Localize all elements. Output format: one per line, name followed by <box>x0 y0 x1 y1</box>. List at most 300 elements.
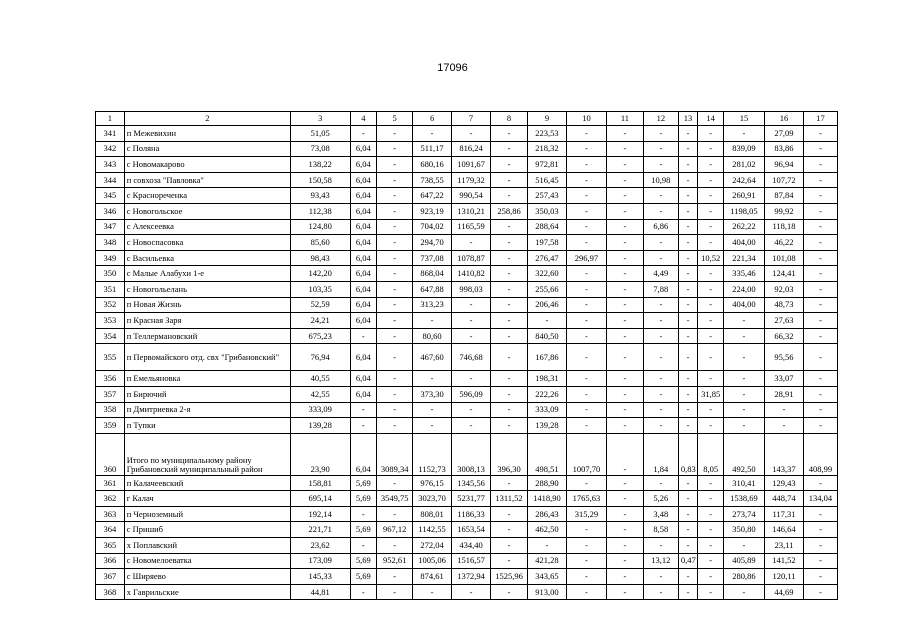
table-row <box>96 328 838 344</box>
settlement-name-cell: п Новая Жизнь <box>124 297 290 313</box>
value-cell: 972,81 <box>527 157 566 173</box>
value-cell: - <box>643 475 678 491</box>
value-cell: - <box>606 188 643 204</box>
value-cell: - <box>452 126 491 142</box>
value-cell: - <box>566 344 606 371</box>
value-cell: 923,19 <box>413 203 452 219</box>
value-cell: - <box>377 506 413 522</box>
value-cell: - <box>606 569 643 585</box>
value-cell: 255,66 <box>527 281 566 297</box>
value-cell: 6,04 <box>350 250 377 266</box>
value-cell: 83,86 <box>765 141 804 157</box>
column-header: 13 <box>678 112 697 126</box>
value-cell: - <box>803 297 837 313</box>
value-cell: - <box>377 141 413 157</box>
value-cell: 1007,70 <box>566 433 606 475</box>
value-cell: 98,43 <box>290 250 350 266</box>
value-cell: 5,69 <box>350 569 377 585</box>
value-cell: - <box>566 522 606 538</box>
value-cell: - <box>491 188 528 204</box>
value-cell: - <box>606 313 643 329</box>
value-cell: - <box>723 402 764 418</box>
value-cell: - <box>678 203 697 219</box>
value-cell: - <box>606 219 643 235</box>
value-cell: - <box>803 219 837 235</box>
value-cell: 44,81 <box>290 584 350 600</box>
value-cell: - <box>606 126 643 142</box>
value-cell: 6,04 <box>350 172 377 188</box>
value-cell: 467,60 <box>413 344 452 371</box>
value-cell: 404,00 <box>723 297 764 313</box>
value-cell: 27,63 <box>765 313 804 329</box>
value-cell: 167,86 <box>527 344 566 371</box>
value-cell: - <box>566 371 606 387</box>
value-cell: - <box>566 538 606 554</box>
table-row <box>96 371 838 387</box>
value-cell: 124,41 <box>765 266 804 282</box>
table-row <box>96 203 838 219</box>
value-cell: - <box>566 553 606 569</box>
value-cell: - <box>413 371 452 387</box>
value-cell: 3,48 <box>643 506 678 522</box>
value-cell: - <box>377 297 413 313</box>
value-cell: 680,16 <box>413 157 452 173</box>
value-cell: - <box>606 281 643 297</box>
value-cell: 333,09 <box>527 402 566 418</box>
value-cell: - <box>698 538 724 554</box>
value-cell: - <box>491 172 528 188</box>
settlement-name-cell: с Новогольелань <box>124 281 290 297</box>
value-cell: 221,34 <box>723 250 764 266</box>
value-cell: - <box>350 584 377 600</box>
settlement-name-cell: с Новомелоеватка <box>124 553 290 569</box>
value-cell: 322,60 <box>527 266 566 282</box>
value-cell: - <box>566 569 606 585</box>
value-cell: 222,26 <box>527 386 566 402</box>
value-cell: - <box>413 126 452 142</box>
value-cell: - <box>377 250 413 266</box>
value-cell: 1653,54 <box>452 522 491 538</box>
header-row <box>96 112 838 126</box>
value-cell: - <box>606 491 643 507</box>
settlement-name-cell: п совхоза "Павловка" <box>124 172 290 188</box>
value-cell: - <box>643 386 678 402</box>
value-cell: - <box>413 584 452 600</box>
value-cell: - <box>698 418 724 434</box>
value-cell: - <box>643 126 678 142</box>
value-cell: - <box>606 553 643 569</box>
value-cell: 6,04 <box>350 157 377 173</box>
value-cell: 343,65 <box>527 569 566 585</box>
value-cell: 746,68 <box>452 344 491 371</box>
value-cell: 294,70 <box>413 235 452 251</box>
value-cell: 1345,56 <box>452 475 491 491</box>
value-cell: 1418,90 <box>527 491 566 507</box>
value-cell: 103,35 <box>290 281 350 297</box>
value-cell: 1091,67 <box>452 157 491 173</box>
value-cell: - <box>566 172 606 188</box>
table-row <box>96 157 838 173</box>
value-cell: - <box>678 538 697 554</box>
value-cell: 695,14 <box>290 491 350 507</box>
table-row <box>96 219 838 235</box>
value-cell: - <box>723 584 764 600</box>
value-cell: 3008,13 <box>452 433 491 475</box>
row-number-cell: 358 <box>96 402 125 418</box>
value-cell: - <box>606 522 643 538</box>
value-cell: 40,55 <box>290 371 350 387</box>
value-cell: 335,46 <box>723 266 764 282</box>
value-cell: - <box>566 219 606 235</box>
value-cell: 6,04 <box>350 188 377 204</box>
row-number-cell: 347 <box>96 219 125 235</box>
value-cell: 868,04 <box>413 266 452 282</box>
table-row <box>96 553 838 569</box>
value-cell: 1311,52 <box>491 491 528 507</box>
value-cell: - <box>527 538 566 554</box>
value-cell: - <box>803 157 837 173</box>
value-cell: 6,04 <box>350 344 377 371</box>
value-cell: - <box>566 266 606 282</box>
value-cell: 145,33 <box>290 569 350 585</box>
table-row <box>96 569 838 585</box>
value-cell: 990,54 <box>452 188 491 204</box>
column-header: 10 <box>566 112 606 126</box>
value-cell: - <box>678 569 697 585</box>
value-cell: 107,72 <box>765 172 804 188</box>
row-number-cell: 350 <box>96 266 125 282</box>
settlement-name-cell: п Емельяновка <box>124 371 290 387</box>
value-cell: 874,61 <box>413 569 452 585</box>
value-cell: 839,09 <box>723 141 764 157</box>
value-cell: 350,03 <box>527 203 566 219</box>
table-row <box>96 506 838 522</box>
value-cell: 31,85 <box>698 386 724 402</box>
value-cell: - <box>452 584 491 600</box>
value-cell: - <box>803 235 837 251</box>
value-cell: 596,09 <box>452 386 491 402</box>
value-cell: - <box>698 219 724 235</box>
value-cell: 1005,06 <box>413 553 452 569</box>
value-cell: - <box>678 235 697 251</box>
value-cell: - <box>643 141 678 157</box>
value-cell: 5,69 <box>350 491 377 507</box>
value-cell: 492,50 <box>723 433 764 475</box>
settlement-name-cell: с Новогольское <box>124 203 290 219</box>
value-cell: 10,52 <box>698 250 724 266</box>
value-cell: 260,91 <box>723 188 764 204</box>
value-cell: 1186,33 <box>452 506 491 522</box>
value-cell: 134,04 <box>803 491 837 507</box>
value-cell: - <box>377 538 413 554</box>
value-cell: - <box>723 344 764 371</box>
value-cell: 288,90 <box>527 475 566 491</box>
table-row <box>96 418 838 434</box>
value-cell: 7,88 <box>643 281 678 297</box>
value-cell: - <box>606 538 643 554</box>
value-cell: 738,55 <box>413 172 452 188</box>
value-cell: - <box>723 126 764 142</box>
value-cell: 23,11 <box>765 538 804 554</box>
row-number-cell: 365 <box>96 538 125 554</box>
value-cell: - <box>566 584 606 600</box>
column-header: 9 <box>527 112 566 126</box>
value-cell: 276,47 <box>527 250 566 266</box>
value-cell: - <box>377 402 413 418</box>
value-cell: 737,08 <box>413 250 452 266</box>
table-row <box>96 402 838 418</box>
data-table <box>95 111 838 600</box>
value-cell: 117,31 <box>765 506 804 522</box>
value-cell: - <box>377 235 413 251</box>
value-cell: - <box>698 553 724 569</box>
value-cell: - <box>643 418 678 434</box>
value-cell: - <box>698 297 724 313</box>
value-cell: 158,81 <box>290 475 350 491</box>
row-number-cell: 353 <box>96 313 125 329</box>
table-row <box>96 172 838 188</box>
value-cell: - <box>491 344 528 371</box>
value-cell: - <box>803 266 837 282</box>
value-cell: - <box>413 402 452 418</box>
value-cell: - <box>698 344 724 371</box>
value-cell: - <box>350 538 377 554</box>
value-cell: - <box>566 141 606 157</box>
value-cell: - <box>678 266 697 282</box>
row-number-cell: 367 <box>96 569 125 585</box>
row-number-cell: 342 <box>96 141 125 157</box>
value-cell: 42,55 <box>290 386 350 402</box>
value-cell: 816,24 <box>452 141 491 157</box>
value-cell: - <box>606 266 643 282</box>
value-cell: 313,23 <box>413 297 452 313</box>
value-cell: 808,01 <box>413 506 452 522</box>
value-cell: 396,30 <box>491 433 528 475</box>
table-row <box>96 584 838 600</box>
value-cell: - <box>643 328 678 344</box>
value-cell: - <box>606 433 643 475</box>
settlement-name-cell: с Новоспасовка <box>124 235 290 251</box>
value-cell: 1538,69 <box>723 491 764 507</box>
value-cell: 462,50 <box>527 522 566 538</box>
value-cell: - <box>606 371 643 387</box>
row-number-cell: 344 <box>96 172 125 188</box>
value-cell: - <box>606 157 643 173</box>
value-cell: - <box>803 418 837 434</box>
value-cell: - <box>698 172 724 188</box>
value-cell: - <box>452 297 491 313</box>
value-cell: - <box>491 584 528 600</box>
value-cell: - <box>643 402 678 418</box>
table-row <box>96 475 838 491</box>
value-cell: 408,99 <box>803 433 837 475</box>
value-cell: - <box>698 141 724 157</box>
value-cell: 28,91 <box>765 386 804 402</box>
value-cell: 4,49 <box>643 266 678 282</box>
value-cell: - <box>491 538 528 554</box>
settlement-name-cell: с Васильевка <box>124 250 290 266</box>
value-cell: - <box>566 313 606 329</box>
value-cell: - <box>723 371 764 387</box>
value-cell: - <box>377 328 413 344</box>
value-cell: - <box>698 266 724 282</box>
value-cell: - <box>643 538 678 554</box>
column-header: 15 <box>723 112 764 126</box>
value-cell: 3023,70 <box>413 491 452 507</box>
value-cell: 92,03 <box>765 281 804 297</box>
value-cell: - <box>491 522 528 538</box>
value-cell: - <box>803 313 837 329</box>
value-cell: 80,60 <box>413 328 452 344</box>
value-cell: - <box>606 506 643 522</box>
value-cell: - <box>678 475 697 491</box>
value-cell: 198,31 <box>527 371 566 387</box>
value-cell: 976,15 <box>413 475 452 491</box>
value-cell: - <box>803 281 837 297</box>
value-cell: 296,97 <box>566 250 606 266</box>
row-number-cell: 354 <box>96 328 125 344</box>
value-cell: 405,89 <box>723 553 764 569</box>
value-cell: - <box>452 371 491 387</box>
value-cell: - <box>765 402 804 418</box>
value-cell: - <box>491 506 528 522</box>
value-cell: 0,47 <box>678 553 697 569</box>
table-row <box>96 538 838 554</box>
value-cell: 192,14 <box>290 506 350 522</box>
value-cell: - <box>606 402 643 418</box>
value-cell: 73,08 <box>290 141 350 157</box>
table-row <box>96 250 838 266</box>
value-cell: - <box>678 313 697 329</box>
row-number-cell: 366 <box>96 553 125 569</box>
value-cell: - <box>491 281 528 297</box>
value-cell: - <box>606 418 643 434</box>
value-cell: 224,00 <box>723 281 764 297</box>
value-cell: 44,69 <box>765 584 804 600</box>
value-cell: 6,04 <box>350 313 377 329</box>
value-cell: - <box>723 538 764 554</box>
value-cell: 315,29 <box>566 506 606 522</box>
value-cell: 1525,96 <box>491 569 528 585</box>
value-cell: 647,22 <box>413 188 452 204</box>
value-cell: 1198,05 <box>723 203 764 219</box>
value-cell: 51,05 <box>290 126 350 142</box>
value-cell: - <box>698 126 724 142</box>
value-cell: - <box>678 506 697 522</box>
value-cell: - <box>678 584 697 600</box>
row-number-cell: 356 <box>96 371 125 387</box>
value-cell: 0,83 <box>678 433 697 475</box>
value-cell: 120,11 <box>765 569 804 585</box>
value-cell: - <box>803 188 837 204</box>
settlement-name-cell: с Краснореченка <box>124 188 290 204</box>
value-cell: - <box>491 141 528 157</box>
value-cell: - <box>643 203 678 219</box>
value-cell: - <box>377 313 413 329</box>
value-cell: - <box>377 569 413 585</box>
value-cell: - <box>698 328 724 344</box>
value-cell: - <box>698 188 724 204</box>
table-row <box>96 386 838 402</box>
value-cell: - <box>678 344 697 371</box>
value-cell: 516,45 <box>527 172 566 188</box>
value-cell: - <box>643 584 678 600</box>
column-header: 14 <box>698 112 724 126</box>
value-cell: 118,18 <box>765 219 804 235</box>
value-cell: - <box>803 553 837 569</box>
value-cell: - <box>803 475 837 491</box>
settlement-name-cell: п Калачеевский <box>124 475 290 491</box>
value-cell: 434,40 <box>452 538 491 554</box>
value-cell: - <box>723 328 764 344</box>
value-cell: - <box>643 235 678 251</box>
value-cell: - <box>678 141 697 157</box>
value-cell: 8,58 <box>643 522 678 538</box>
value-cell: 6,04 <box>350 386 377 402</box>
value-cell: - <box>606 386 643 402</box>
value-cell: 6,04 <box>350 433 377 475</box>
settlement-name-cell: с Новомакарово <box>124 157 290 173</box>
value-cell: - <box>491 553 528 569</box>
value-cell: - <box>698 157 724 173</box>
value-cell: 310,41 <box>723 475 764 491</box>
value-cell: - <box>491 297 528 313</box>
table-row <box>96 344 838 371</box>
value-cell: 142,20 <box>290 266 350 282</box>
value-cell: 273,74 <box>723 506 764 522</box>
value-cell: - <box>803 328 837 344</box>
value-cell: - <box>491 418 528 434</box>
value-cell: - <box>678 402 697 418</box>
value-cell: 675,23 <box>290 328 350 344</box>
value-cell: 143,37 <box>765 433 804 475</box>
table-body <box>96 112 838 600</box>
value-cell: - <box>678 297 697 313</box>
value-cell: 129,43 <box>765 475 804 491</box>
value-cell: - <box>643 344 678 371</box>
settlement-name-cell: п Черноземный <box>124 506 290 522</box>
column-header: 11 <box>606 112 643 126</box>
row-number-cell: 346 <box>96 203 125 219</box>
value-cell: - <box>350 402 377 418</box>
value-cell: 421,28 <box>527 553 566 569</box>
value-cell: - <box>566 203 606 219</box>
row-number-cell: 361 <box>96 475 125 491</box>
value-cell: - <box>377 418 413 434</box>
row-number-cell: 364 <box>96 522 125 538</box>
row-number-cell: 348 <box>96 235 125 251</box>
settlement-name-cell: п Тупки <box>124 418 290 434</box>
row-number-cell: 368 <box>96 584 125 600</box>
value-cell: - <box>698 506 724 522</box>
value-cell: 913,00 <box>527 584 566 600</box>
value-cell: - <box>491 371 528 387</box>
value-cell: 373,30 <box>413 386 452 402</box>
row-number-cell: 363 <box>96 506 125 522</box>
value-cell: - <box>678 328 697 344</box>
value-cell: - <box>643 313 678 329</box>
value-cell: 281,02 <box>723 157 764 173</box>
value-cell: - <box>491 475 528 491</box>
value-cell: - <box>413 313 452 329</box>
value-cell: - <box>566 386 606 402</box>
table-row <box>96 281 838 297</box>
row-number-cell: 357 <box>96 386 125 402</box>
value-cell: - <box>606 584 643 600</box>
value-cell: - <box>566 235 606 251</box>
value-cell: - <box>698 235 724 251</box>
value-cell: - <box>491 386 528 402</box>
